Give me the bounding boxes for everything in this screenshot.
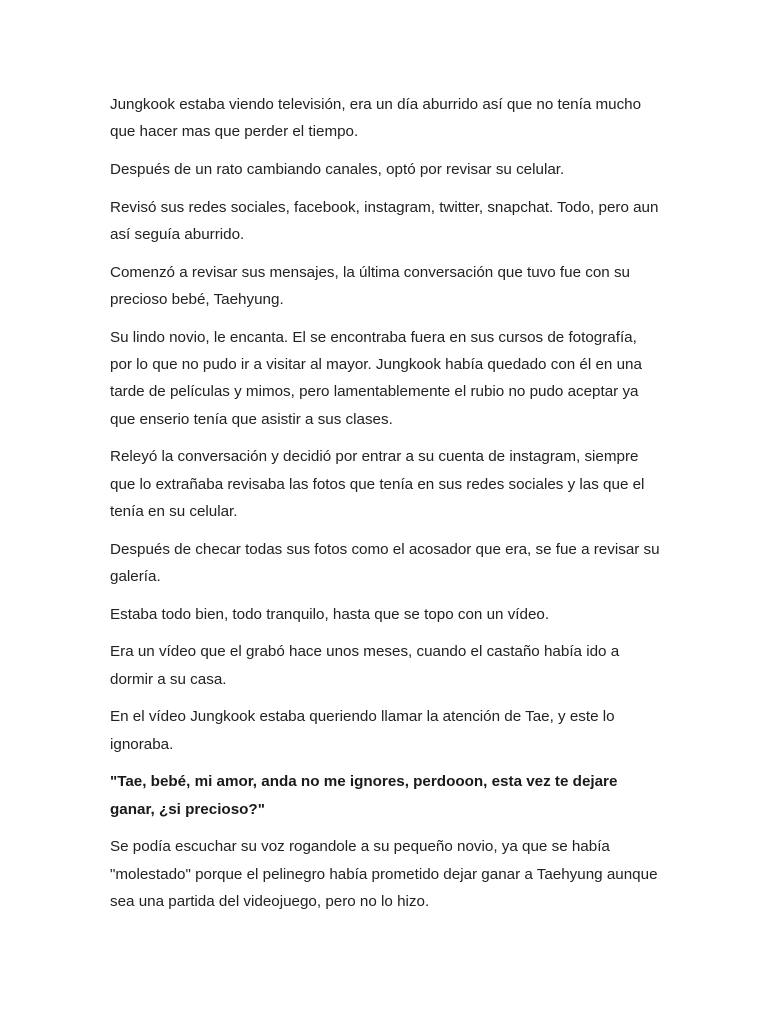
paragraph: Después de checar todas sus fotos como el acosador que era, se fue a revisar su galería. xyxy=(110,540,660,586)
paragraph: Revisó sus redes sociales, facebook, instagram, twitter, snapchat. Todo, pero aun así seguía aburrido. xyxy=(110,198,659,243)
dialogue-quote: "Tae, bebé, mi amor, anda no me ignores, perdooon, esta vez te dejare ganar, ¿si precioso?" xyxy=(110,773,618,818)
paragraph: Se podía escuchar su voz rogandole a su pequeño novio, ya que se había "molestado" porque el pelinegro había prometido dejar ganar a Taehyung aunque sea una partida del videojuego, pero no lo hizo. xyxy=(110,838,658,911)
paragraph: Estaba todo bien, todo tranquilo, hasta que se topo con un vídeo. xyxy=(110,605,550,623)
paragraph: Releyó la conversación y decidió por entrar a su cuenta de instagram, siempre que lo extrañaba revisaba las fotos que tenía en sus redes sociales y las que el tenía en su celular. xyxy=(110,448,645,521)
story-text xyxy=(110,91,660,926)
paragraph: En el vídeo Jungkook estaba queriendo llamar la atención de Tae, y este lo ignoraba. xyxy=(110,708,615,753)
paragraph: Comenzó a revisar sus mensajes, la última conversación que tuvo fue con su precioso bebé, Taehyung. xyxy=(110,263,631,308)
paragraph: Después de un rato cambiando canales, optó por revisar su celular. xyxy=(110,161,565,178)
paragraph: Era un vídeo que el grabó hace unos meses, cuando el castaño había ido a dormir a su casa. xyxy=(110,643,620,688)
paragraph: Su lindo novio, le encanta. El se encontraba fuera en sus cursos de fotografía, por lo que no pudo ir a visitar al mayor. Jungkook había quedado con él en una tarde de películas y mimos, pero lamentablemente el rubio no pudo aceptar ya que enserio tenía que asistir a sus clases. xyxy=(110,328,642,428)
paragraph: Jungkook estaba viendo televisión, era un día aburrido así que no tenía mucho que hacer mas que perder el tiempo. xyxy=(110,96,642,141)
